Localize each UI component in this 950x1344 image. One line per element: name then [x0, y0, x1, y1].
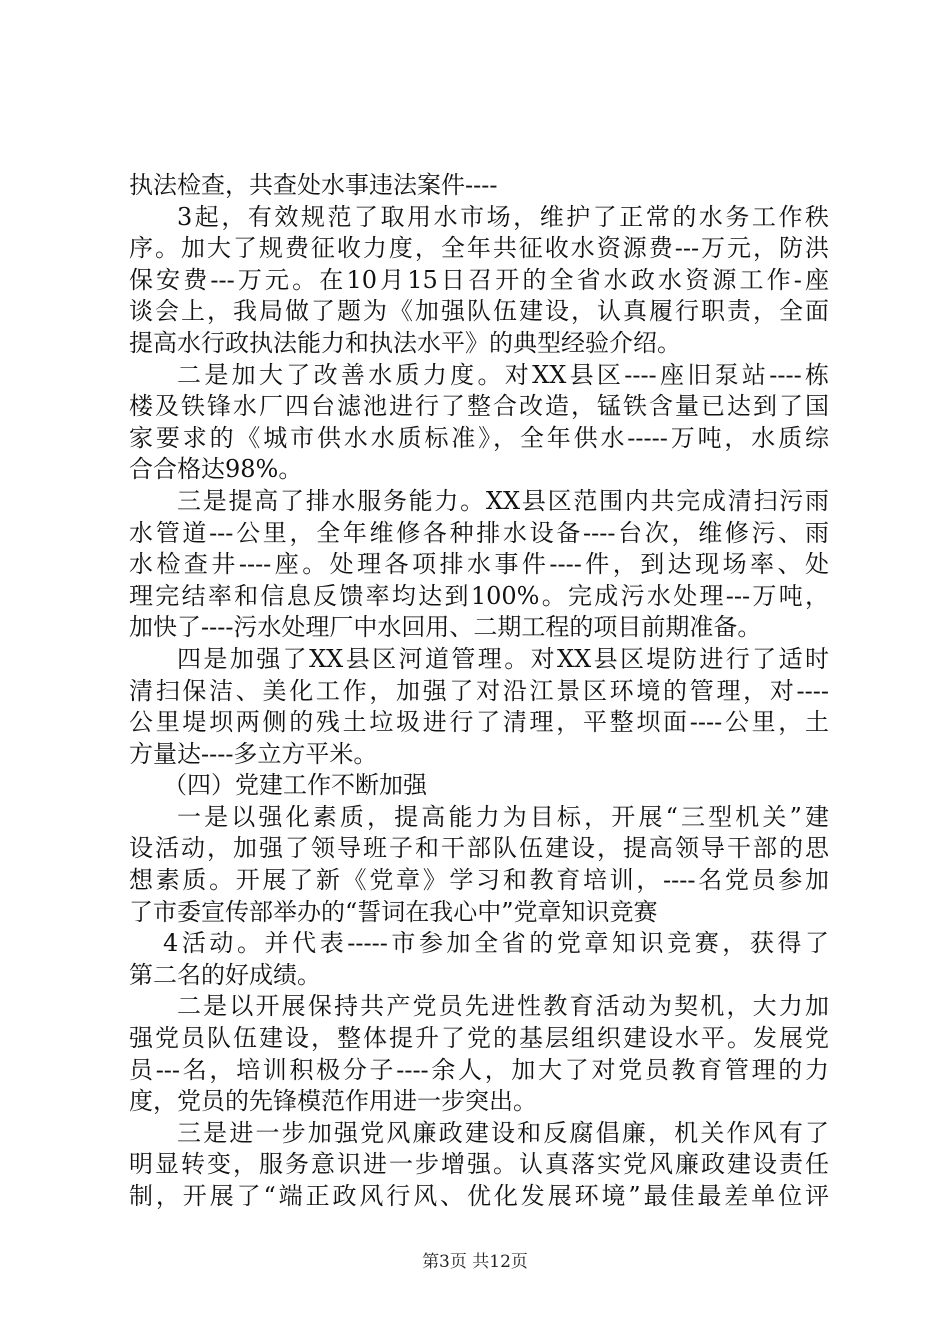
text-line: 清扫保洁、美化工作，加强了对沿江景区环境的管理，对----: [129, 676, 829, 705]
text-line: 四是加强了XX县区河道管理。对XX县区堤防进行了适时: [177, 644, 829, 673]
text-line: 谈会上，我局做了题为《加强队伍建设，认真履行职责，全面: [129, 297, 829, 326]
text-line: 楼及铁锋水厂四台滤池进行了整合改造，锰铁含量已达到了国: [129, 392, 829, 421]
text-line: 3起，有效规范了取用水市场，维护了正常的水务工作秩: [177, 202, 829, 231]
text-line: 4活动。并代表-----市参加全省的党章知识竞赛，获得了: [163, 929, 829, 958]
text-line: 想素质。开展了新《党章》学习和教育培训，----名党员参加: [129, 866, 829, 895]
text-line: 提高水行政执法能力和执法水平》的典型经验介绍。: [129, 328, 681, 357]
text-line: 三是提高了排水服务能力。XX县区范围内共完成清扫污雨: [177, 486, 829, 515]
text-line: 二是以开展保持共产党员先进性教育活动为契机，大力加: [177, 992, 829, 1021]
text-line: 第二名的好成绩。: [129, 960, 321, 989]
text-line: 明显转变，服务意识进一步增强。认真落实党风廉政建设责任: [129, 1150, 829, 1179]
text-line: 了市委宣传部举办的“誓词在我心中”党章知识竞赛: [129, 897, 658, 926]
section-heading: （四）党建工作不断加强: [163, 771, 427, 800]
text-line: 水检查井----座。处理各项排水事件----件，到达现场率、处: [129, 550, 829, 579]
text-line: 制，开展了“端正政风行风、优化发展环境”最佳最差单位评: [129, 1182, 829, 1210]
text-line: 水管道---公里，全年维修各种排水设备----台次，维修污、雨: [129, 518, 829, 547]
text-line: 家要求的《城市供水水质标准》，全年供水-----万吨，水质综: [129, 423, 829, 452]
text-line: 方量达----多立方平米。: [129, 739, 378, 768]
page-footer: 第3页 共12页: [422, 1252, 528, 1272]
text-line: 设活动，加强了领导班子和干部队伍建设，提高领导干部的思: [129, 834, 829, 863]
text-line: 三是进一步加强党风廉政建设和反腐倡廉，机关作风有了: [177, 1118, 829, 1147]
text-line: 强党员队伍建设，整体提升了党的基层组织建设水平。发展党: [129, 1024, 829, 1053]
text-line: 合合格达98%。: [129, 455, 303, 484]
document-body: [129, 170, 829, 1213]
text-line: 员---名，培训积极分子----余人，加大了对党员教育管理的力: [129, 1055, 829, 1084]
text-line: 保安费---万元。在10月15日召开的全省水政水资源工作-座: [129, 265, 829, 294]
text-line: 执法检查，共查处水事违法案件----: [129, 171, 498, 199]
text-line: 公里堤坝两侧的残土垃圾进行了清理，平整坝面----公里，土: [129, 708, 829, 737]
text-line: 一是以强化素质，提高能力为目标，开展“三型机关”建: [177, 802, 829, 831]
text-line: 二是加大了改善水质力度。对XX县区----座旧泵站----栋: [177, 360, 829, 389]
text-line: 理完结率和信息反馈率均达到100%。完成污水处理---万吨，: [129, 581, 829, 610]
text-line: 序。加大了规费征收力度，全年共征收水资源费---万元，防洪: [129, 234, 829, 263]
text-line: 度，党员的先锋模范作用进一步突出。: [129, 1087, 537, 1116]
text-line: 加快了----污水处理厂中水回用、二期工程的项目前期准备。: [129, 613, 762, 642]
